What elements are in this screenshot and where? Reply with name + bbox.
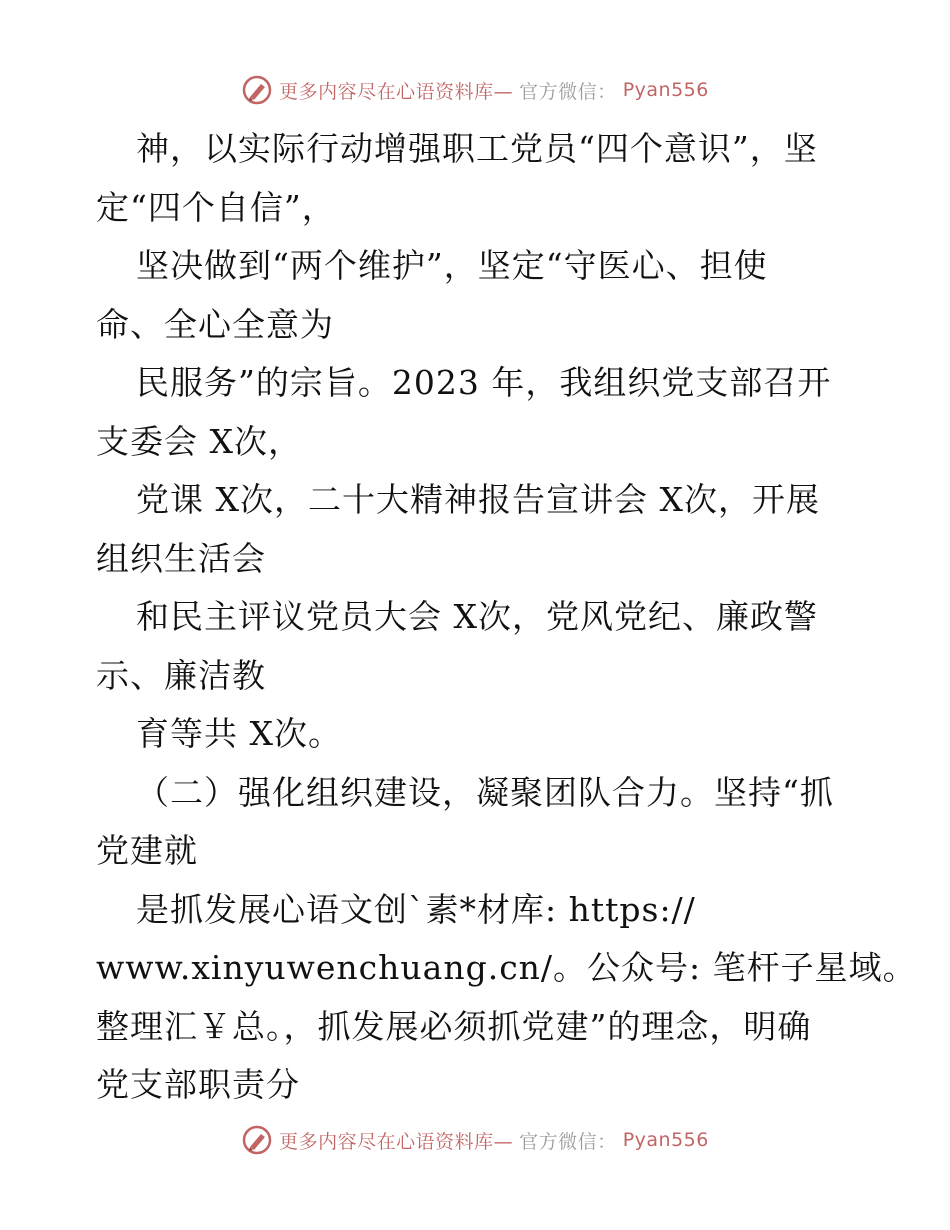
watermark-wechat-label: 官方微信： — [519, 1130, 617, 1153]
watermark-wechat-id: Pyan556 — [622, 1129, 709, 1151]
text-line: 民服务”的宗旨。2023 年，我组织党支部召开 — [136, 363, 832, 402]
text-line: （二）强化组织建设，凝聚团队合力。坚持“抓 — [136, 772, 834, 812]
watermark-wechat-label: 官方微信： — [519, 80, 617, 103]
text-line: 党建就 — [96, 831, 198, 870]
text-line: 党课 X次，二十大精神报告宣讲会 X次，开展 — [136, 480, 820, 519]
text-line: 和民主评议党员大会 X次，党风党纪、廉政警 — [136, 597, 818, 636]
text-line: 神，以实际行动增强职工党员“四个意识”，坚 — [136, 129, 818, 168]
text-line: www.xinyuwenchuang.cn/。公众号: 笔杆子星域。 — [96, 948, 917, 987]
watermark-text: 更多内容尽在心语资料库— — [279, 1130, 514, 1153]
text-line: 是抓发展心语文创`素*材库: https:// — [136, 889, 696, 929]
text-line: 命、全心全意为 — [96, 304, 334, 344]
text-line: 组织生活会 — [96, 538, 266, 578]
text-line: 坚决做到“两个维护”，坚定“守医心、担使 — [136, 246, 768, 285]
text-line: 示、廉洁教 — [96, 655, 266, 695]
header-watermark — [0, 70, 950, 110]
text-line: 整理汇￥总。，抓发展必须抓党建”的理念，明确 — [96, 1006, 812, 1046]
pen-logo-icon — [241, 1124, 273, 1156]
footer-watermark — [0, 1120, 950, 1160]
text-line: 育等共 X次。 — [136, 714, 342, 753]
document-body — [96, 120, 917, 1115]
watermark-text: 更多内容尽在心语资料库— — [279, 80, 514, 103]
watermark-wechat-id: Pyan556 — [622, 79, 709, 101]
text-line: 支委会 X次， — [96, 421, 302, 461]
pen-logo-icon — [241, 74, 273, 106]
text-line: 党支部职责分 — [96, 1065, 300, 1104]
text-line: 定“四个自信”， — [96, 187, 336, 227]
